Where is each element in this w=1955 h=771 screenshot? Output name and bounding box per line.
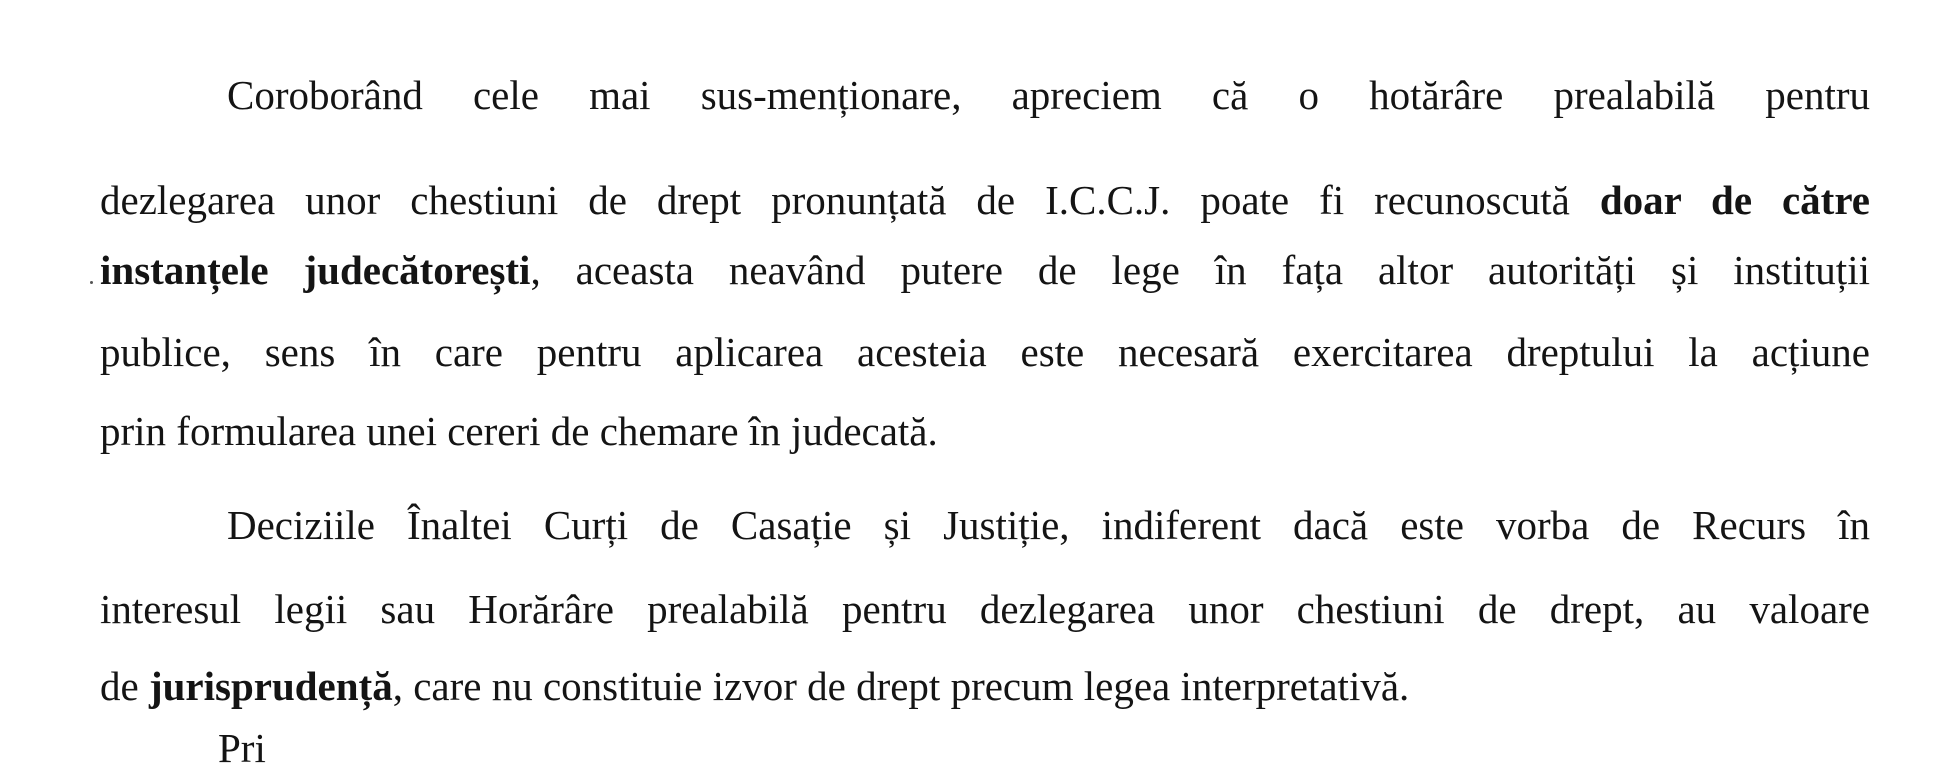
p1-line-2-bold: doar de către <box>1599 177 1870 223</box>
p2-line-3-bold: jurisprudență <box>148 663 393 709</box>
p1-line-2 <box>100 177 1870 223</box>
p2-line-3-text-a: de <box>100 663 149 709</box>
p3-partial-line: Pri <box>218 725 266 771</box>
p1-line-3-text: , aceasta neavând putere de lege în fața altor autorități și instituții <box>530 247 1870 293</box>
p2-line-3 <box>100 663 1870 709</box>
p1-line-1: Coroborând cele mai sus-menționare, apreciem că o hotărâre prealabilă pentru <box>227 72 1870 118</box>
p1-line-5: prin formularea unei cereri de chemare în judecată. <box>100 408 938 454</box>
p1-line-4: publice, sens în care pentru aplicarea acesteia este necesară exercitarea dreptului la acțiune <box>100 329 1870 375</box>
p1-line-3-bold: instanțele judecătorești <box>100 247 531 293</box>
p1-line-3 <box>100 247 1870 293</box>
p1-line-2-text: dezlegarea unor chestiuni de drept pronunțată de I.C.C.J. poate fi recunoscută <box>100 177 1600 223</box>
p2-line-1: Deciziile Înaltei Curți de Casație și Justiție, indiferent dacă este vorba de Recurs în <box>227 502 1870 548</box>
p2-line-3-text-b: , care nu constituie izvor de drept precum legea interpretativă. <box>392 663 1410 709</box>
p2-line-2: interesul legii sau Horărâre prealabilă pentru dezlegarea unor chestiuni de drept, au valoare <box>100 586 1870 632</box>
scan-speck <box>90 281 93 284</box>
